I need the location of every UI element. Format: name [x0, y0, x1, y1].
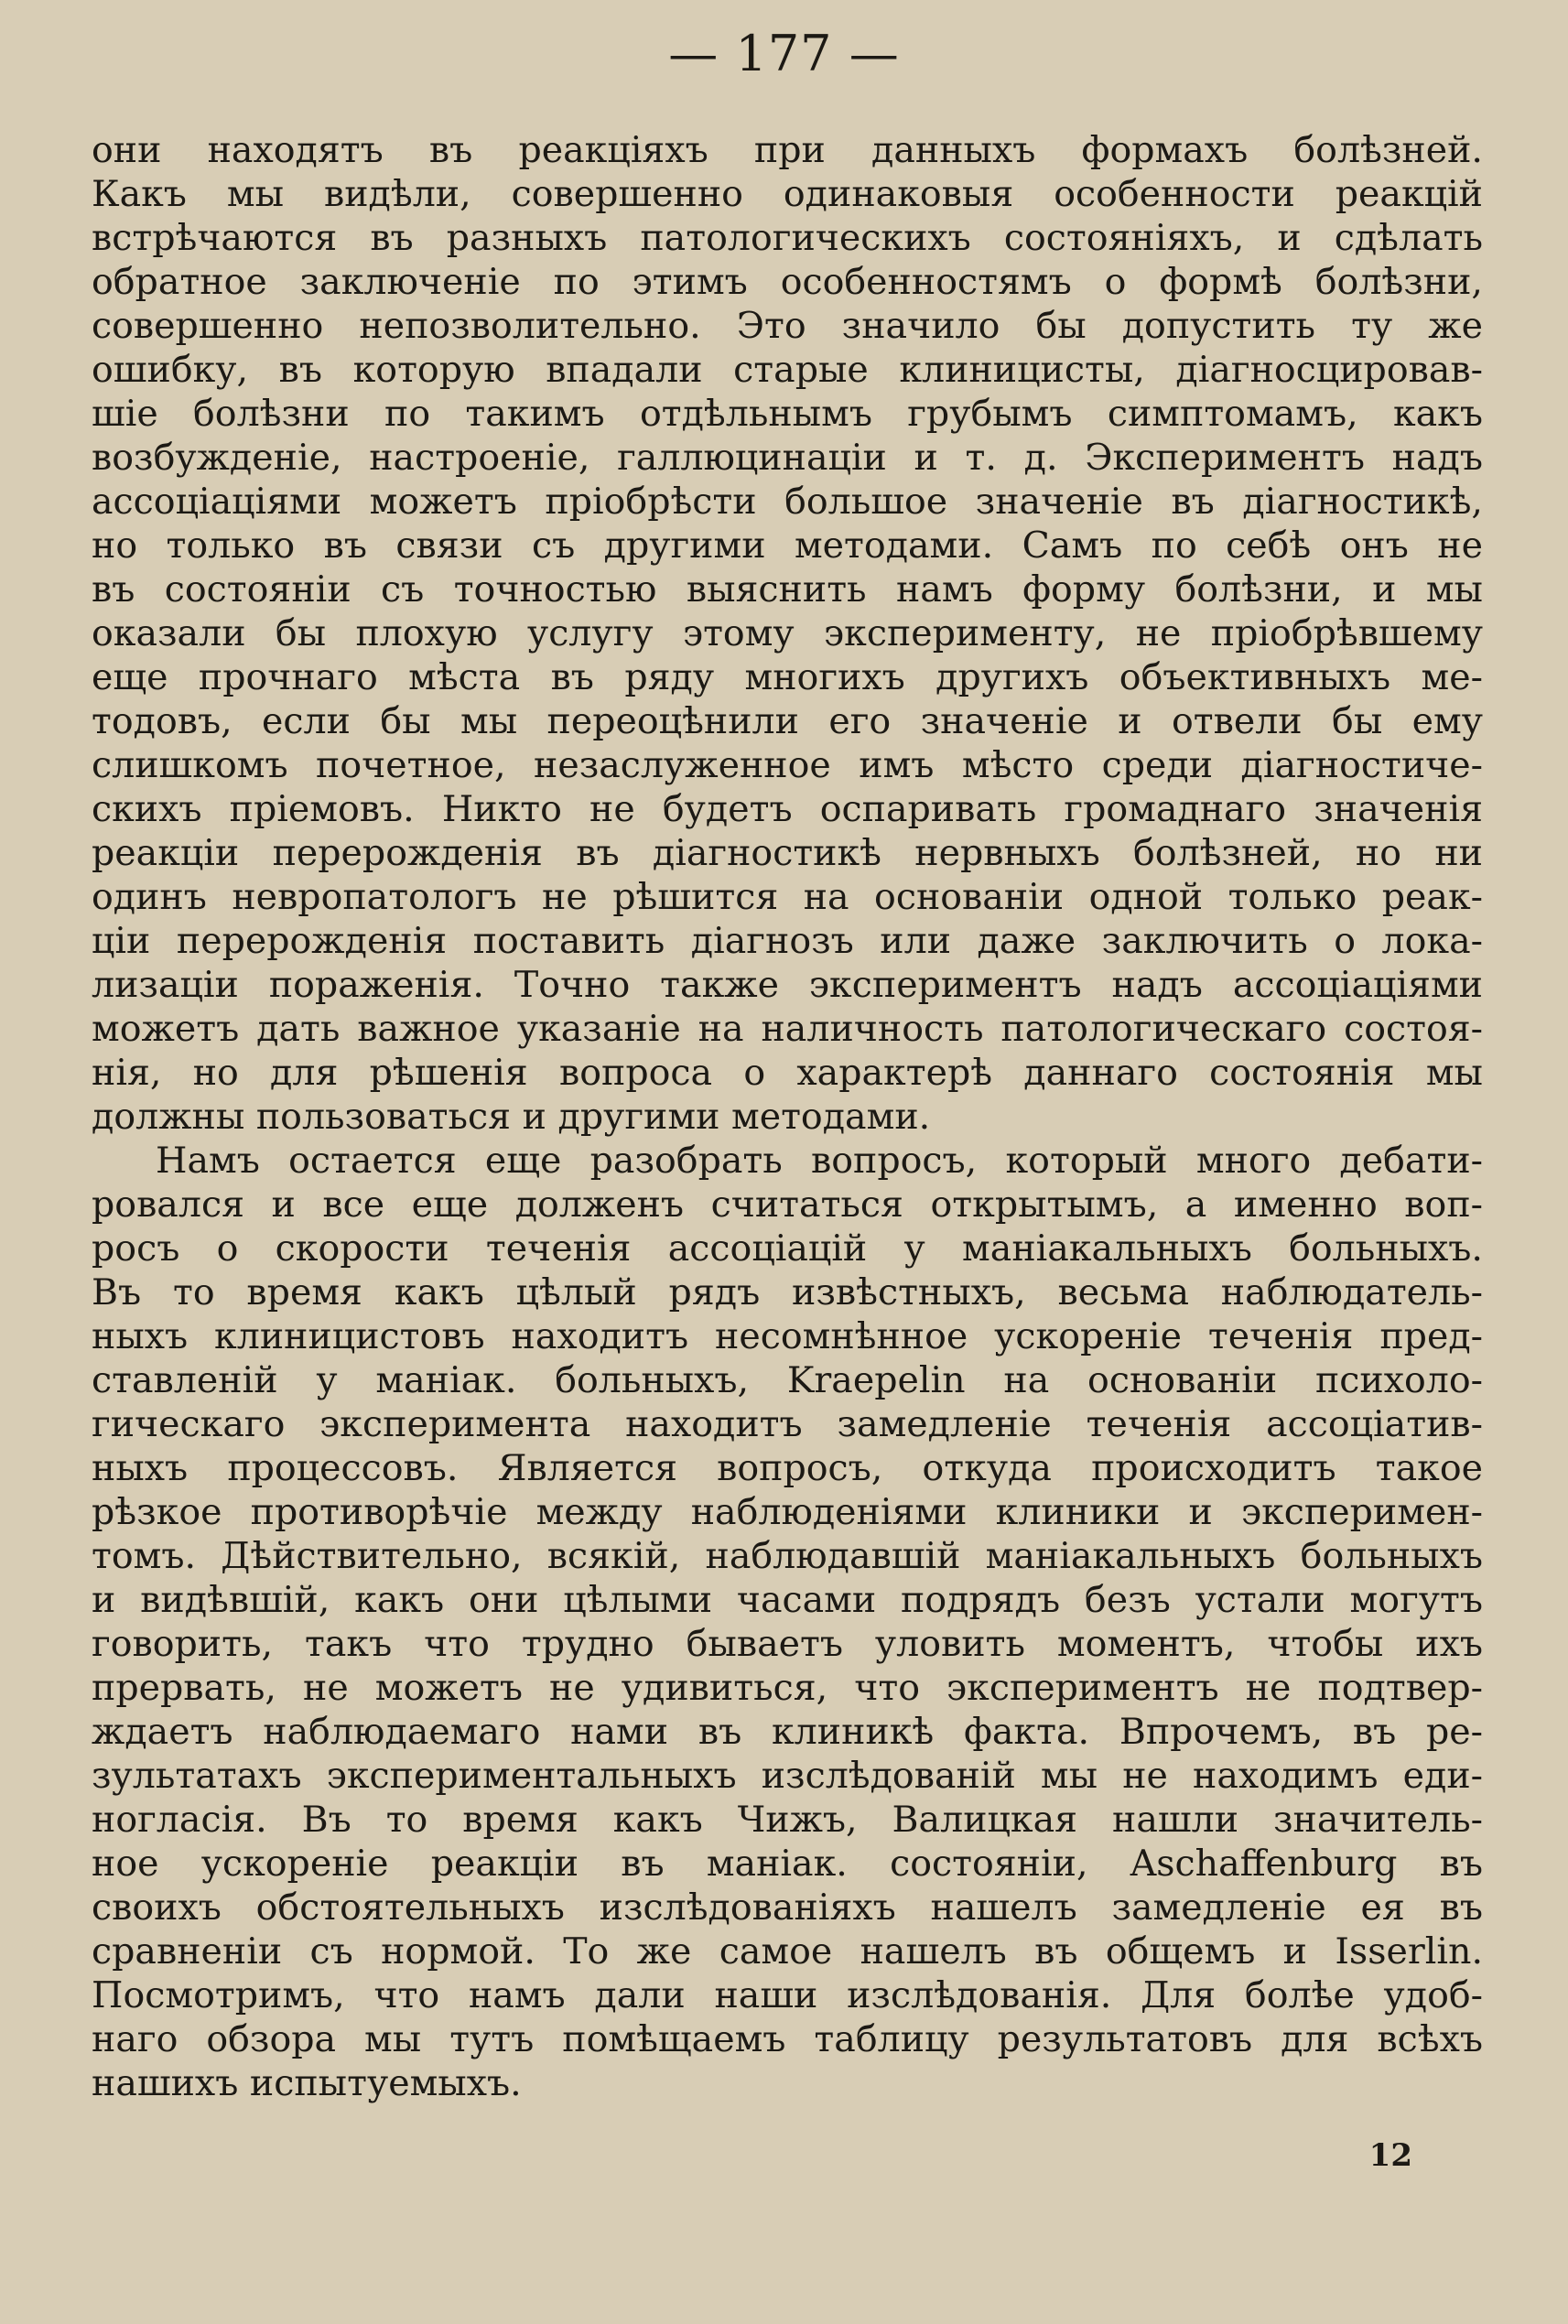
text-line: еще прочнаго мѣста въ ряду многихъ другихъ объективныхъ ме- [92, 656, 1483, 698]
text-line: слишкомъ почетное, незаслуженное имъ мѣсто среди діагностиче- [92, 744, 1483, 786]
text-line: они находятъ въ реакціяхъ при данныхъ формахъ болѣзней. [92, 129, 1483, 171]
text-line: нашихъ испытуемыхъ. [92, 2062, 522, 2104]
text-line: росъ о скорости теченія ассоціацій у маніакальныхъ больныхъ. [92, 1227, 1483, 1270]
text-line: ногласія. Въ то время какъ Чижъ, Валицкая нашли значитель- [92, 1799, 1483, 1841]
text-line: прервать, не можетъ не удивиться, что экспериментъ не подтвер- [92, 1667, 1483, 1709]
text-line: шіе болѣзни по такимъ отдѣльнымъ грубымъ симптомамъ, какъ [92, 393, 1483, 435]
text-line: тодовъ, если бы мы переоцѣнили его значеніе и отвели бы ему [92, 700, 1483, 742]
text-line: Посмотримъ, что намъ дали наши изслѣдованія. Для болѣе удоб- [92, 1974, 1483, 2016]
text-line: ныхъ клиницистовъ находитъ несомнѣнное ускореніе теченія пред- [92, 1315, 1483, 1357]
text-line: нія, но для рѣшенія вопроса о характерѣ даннаго состоянія мы [92, 1052, 1483, 1094]
text-line: ровался и все еще долженъ считаться открытымъ, а именно воп- [92, 1184, 1483, 1226]
text-line: скихъ пріемовъ. Никто не будетъ оспаривать громаднаго значенія [92, 788, 1483, 830]
text-line: должны пользоваться и другими методами. [92, 1096, 931, 1138]
body-text [92, 128, 1483, 2105]
text-line: ныхъ процессовъ. Является вопросъ, откуда происходитъ такое [92, 1447, 1483, 1489]
text-line: можетъ дать важное указаніе на наличность патологическаго состоя- [92, 1008, 1483, 1050]
text-line: одинъ невропатологъ не рѣшится на основаніи одной только реак- [92, 876, 1483, 918]
text-line: Какъ мы видѣли, совершенно одинаковыя особенности реакцій [92, 173, 1483, 215]
text-line: встрѣчаются въ разныхъ патологическихъ состояніяхъ, и сдѣлать [92, 217, 1483, 259]
text-line: и видѣвшій, какъ они цѣлыми часами подрядъ безъ устали могутъ [92, 1579, 1483, 1621]
text-line: реакціи перерожденія въ діагностикѣ нервныхъ болѣзней, но ни [92, 832, 1483, 874]
text-line: ошибку, въ которую впадали старые клиницисты, діагносцировав- [92, 349, 1483, 391]
text-line: въ состояніи съ точностью выяснить намъ форму болѣзни, и мы [92, 568, 1483, 611]
text-line: зультатахъ экспериментальныхъ изслѣдованій мы не находимъ еди- [92, 1755, 1483, 1797]
text-line: Намъ остается еще разобрать вопросъ, который много дебати- [156, 1140, 1483, 1182]
text-line: ціи перерожденія поставить діагнозъ или даже заключить о лока- [92, 920, 1483, 962]
text-line: томъ. Дѣйствительно, всякій, наблюдавшій маніакальныхъ больныхъ [92, 1535, 1483, 1577]
text-line: ассоціаціями можетъ пріобрѣсти большое значеніе въ діагностикѣ, [92, 481, 1483, 523]
text-line: совершенно непозволительно. Это значило бы допустить ту же [92, 305, 1483, 347]
page-number: — 177 — [668, 25, 900, 82]
text-line: наго обзора мы тутъ помѣщаемъ таблицу результатовъ для всѣхъ [92, 2018, 1483, 2060]
text-line: гическаго эксперимента находитъ замедленіе теченія ассоціатив- [92, 1403, 1483, 1445]
text-line: ставленій у маніак. больныхъ, Kraepelin на основаніи психоло- [92, 1359, 1483, 1401]
text-line: ждаетъ наблюдаемаго нами въ клиникѣ факта. Впрочемъ, въ ре- [92, 1711, 1483, 1753]
text-line: лизаціи пораженія. Точно также экспериментъ надъ ассоціаціями [92, 964, 1483, 1006]
text-line: своихъ обстоятельныхъ изслѣдованіяхъ нашелъ замедленіе ея въ [92, 1886, 1483, 1929]
text-line: ное ускореніе реакціи въ маніак. состояніи, Aschaffenburg въ [92, 1843, 1483, 1885]
signature-mark: 12 [1368, 2137, 1412, 2174]
text-line: оказали бы плохую услугу этому эксперименту, не пріобрѣвшему [92, 612, 1483, 654]
text-line: обратное заключеніе по этимъ особенностямъ о формѣ болѣзни, [92, 261, 1483, 303]
text-line: Въ то время какъ цѣлый рядъ извѣстныхъ, весьма наблюдатель- [92, 1271, 1483, 1313]
text-line: рѣзкое противорѣчіе между наблюденіями клиники и эксперимен- [92, 1491, 1483, 1533]
text-line: сравненіи съ нормой. То же самое нашелъ въ общемъ и Isserlin. [92, 1930, 1483, 1973]
text-line: говорить, такъ что трудно бываетъ уловить моментъ, чтобы ихъ [92, 1623, 1483, 1665]
text-line: но только въ связи съ другими методами. Самъ по себѣ онъ не [92, 524, 1483, 567]
text-line: возбужденіе, настроеніе, галлюцинаціи и т. д. Экспериментъ надъ [92, 437, 1483, 479]
